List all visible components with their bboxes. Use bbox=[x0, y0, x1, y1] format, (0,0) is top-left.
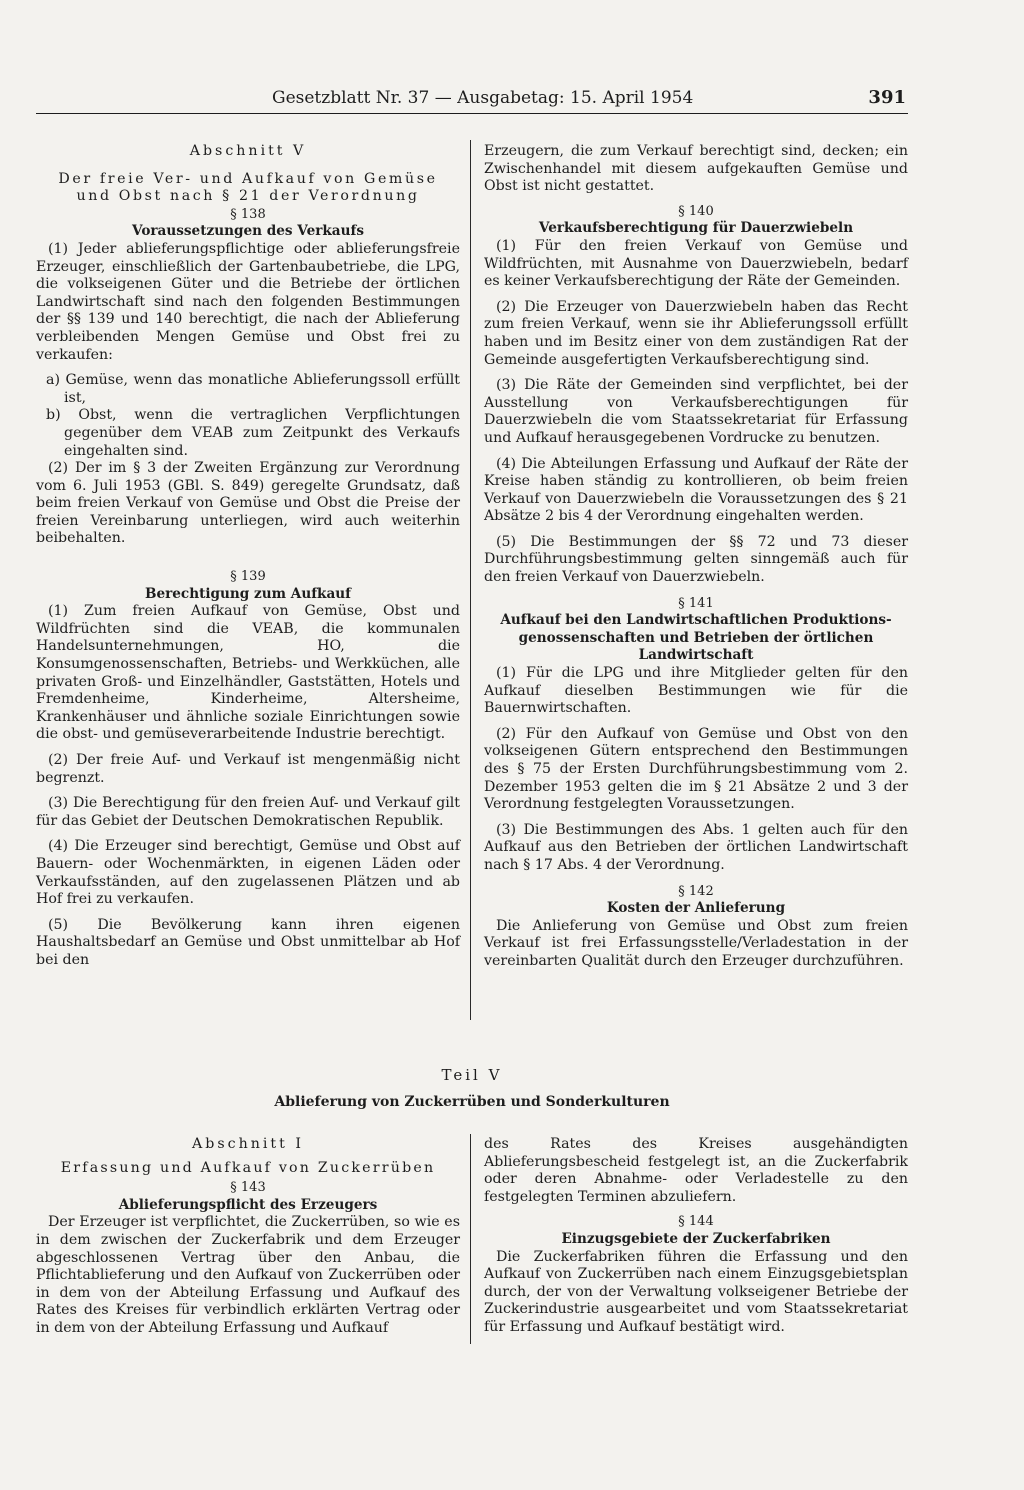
section-140-paragraph-4: (4) Die Abteilungen Erfassung und Aufkauf der Räte der Kreise haben ständig zu kontrollieren, ob beim freien Verkauf von Dauerzwiebeln die Voraussetzungen des § 21 Absätze 2 bis 4 der Verordnung eingehalten werden. bbox=[484, 455, 908, 525]
column-divider-bottom bbox=[470, 1134, 471, 1344]
abschnitt-i-heading: Abschnitt I bbox=[192, 1136, 304, 1152]
section-140-paragraph-2: (2) Die Erzeuger von Dauerzwiebeln haben das Recht zum freien Verkauf, wenn sie ihr Ablieferungssoll erfüllt haben und im Besitz einer von dem zuständigen Rat der Gemeinde ausgefertigten Verkaufsberechtigung sind. bbox=[484, 298, 908, 368]
section-139-title: Berechtigung zum Aufkauf bbox=[144, 585, 352, 602]
section-141-paragraph-1: (1) Für die LPG und ihre Mitglieder gelten für den Aufkauf dieselben Bestimmungen wie für die Bauernwirtschaften. bbox=[484, 665, 908, 717]
section-142-number: § 142 bbox=[678, 883, 714, 899]
section-143-paragraph-1: Der Erzeuger ist verpflichtet, die Zuckerrüben, so wie es in dem zwischen der Zuckerfabrik und dem Erzeuger abgeschlossenen Vertrag über den Anbau, die Pflichtablieferung und den Aufkauf von Zuckerrüben oder in dem von der Abteilung Erfassung und Aufkauf des Rates des Kreises für verbindlich erklärten Vertrag oder in dem von der Abteilung Erfassung und Aufkauf bbox=[36, 1214, 460, 1336]
section-141-title-line-3: Landwirtschaft bbox=[638, 647, 754, 664]
continuation-paragraph: Erzeugern, die zum Verkauf berechtigt sind, decken; ein Zwischenhandel mit diesem aufgekauften Gemüse und Obst ist nicht gestattet. bbox=[484, 143, 908, 195]
abschnitt-heading: Abschnitt V bbox=[189, 143, 307, 159]
section-142-paragraph-1: Die Anlieferung von Gemüse und Obst zum freien Verkauf ist frei Erfassungsstelle/Verladestation in der vereinbarten Qualität durch den Erzeuger durchzuführen. bbox=[484, 917, 908, 969]
section-140-paragraph-5: (5) Die Bestimmungen der §§ 72 und 73 dieser Durchführungsbestimmung gelten sinngemäß auch für den freien Verkauf von Dauerzwiebeln. bbox=[484, 533, 908, 586]
section-138-item-a: a) Gemüse, wenn das monatliche Ablieferungssoll erfüllt ist, bbox=[46, 372, 460, 406]
section-139-paragraph-5: (5) Die Bevölkerung kann ihren eigenen Haushaltsbedarf an Gemüse und Obst unmittelbar ab Hof bei den bbox=[36, 916, 460, 968]
left-column-bottom bbox=[36, 1136, 460, 1346]
teil-title: Ablieferung von Zuckerrüben und Sonderkulturen bbox=[274, 1094, 670, 1110]
left-column-top bbox=[36, 143, 460, 978]
section-138-paragraph-2: (2) Der im § 3 der Zweiten Ergänzung zur Verordnung vom 6. Juli 1953 (GBl. S. 849) geregelte Grundsatz, daß beim freien Verkauf von Gemüse und Obst die Preise der freien Vereinbarung unterliegen, wird auch weiterhin beibehalten. bbox=[36, 460, 460, 547]
section-143-number: § 143 bbox=[230, 1180, 266, 1196]
right-column-top bbox=[484, 143, 908, 979]
abschnitt-title-line-1: Der freie Ver- und Aufkauf von Gemüse bbox=[58, 170, 438, 187]
section-144-title: Einzugsgebiete der Zuckerfabriken bbox=[561, 1230, 831, 1247]
abschnitt-title-line-2: und Obst nach § 21 der Verordnung bbox=[76, 188, 420, 205]
section-138-paragraph-1: (1) Jeder ablieferungspflichtige oder ablieferungsfreie Erzeuger, einschließlich der Gartenbaubetriebe, die LPG, die volkseigenen Güter und die Betriebe der örtlichen Landwirtschaft sind nach den folgenden Bestimmungen der §§ 139 und 140 berechtigt, die nach der Ablieferung verbleibenden Mengen Gemüse und Obst frei zu verkaufen: bbox=[36, 240, 460, 363]
section-139-paragraph-2: (2) Der freie Auf- und Verkauf ist mengenmäßig nicht begrenzt. bbox=[36, 752, 460, 786]
abschnitt-i-title: Erfassung und Aufkauf von Zuckerrüben bbox=[60, 1159, 436, 1176]
section-144-paragraph-1: Die Zuckerfabriken führen die Erfassung und den Aufkauf von Zuckerrüben nach einem Einzugsgebietsplan durch, der von der Verwaltung volkseigener Betriebe der Zuckerindustrie ausgearbeitet und vom Staatssekretariat für Erfassung und Aufkauf bestätigt wird. bbox=[484, 1248, 908, 1335]
section-142-title: Kosten der Anlieferung bbox=[606, 900, 786, 917]
section-139-number: § 139 bbox=[230, 569, 266, 585]
section-141-title-line-2: genossenschaften und Betrieben der örtlichen bbox=[518, 629, 874, 646]
section-140-paragraph-1: (1) Für den freien Verkauf von Gemüse und Wildfrüchten, mit Ausnahme von Dauerzwiebeln, bedarf es keiner Verkaufsberechtigung der Räte der Gemeinden. bbox=[484, 237, 908, 290]
section-140-number: § 140 bbox=[678, 203, 714, 219]
section-143-title: Ablieferungspflicht des Erzeugers bbox=[118, 1196, 378, 1213]
section-139-paragraph-3: (3) Die Berechtigung für den freien Auf- und Verkauf gilt für das Gebiet der Deutschen Demokratischen Republik. bbox=[36, 795, 460, 829]
section-144-number: § 144 bbox=[678, 1214, 714, 1230]
section-141-title-line-1: Aufkauf bei den Landwirtschaftlichen Produktions- bbox=[500, 612, 892, 629]
section-138-number: § 138 bbox=[230, 206, 266, 222]
section-139-paragraph-4: (4) Die Erzeuger sind berechtigt, Gemüse und Obst auf Bauern- oder Wochenmärkten, in eigenen Läden oder Verkaufsständen, auf den zugelassenen Plätzen und ab Hof frei zu verkaufen. bbox=[36, 838, 460, 908]
header-title: Gesetzblatt Nr. 37 — Ausgabetag: 15. April 1954 bbox=[272, 88, 694, 108]
section-138-title: Voraussetzungen des Verkaufs bbox=[132, 223, 364, 240]
section-138-item-b: b) Obst, wenn die vertraglichen Verpflichtungen gegenüber dem VEAB zum Zeitpunkt des Verkaufs eingehalten sind. bbox=[46, 407, 460, 459]
right-column-bottom bbox=[484, 1136, 908, 1345]
teil-label: Teil V bbox=[441, 1066, 503, 1084]
section-141-paragraph-2: (2) Für den Aufkauf von Gemüse und Obst von den volkseigenen Gütern entsprechend den Bestimmungen des § 75 der Ersten Durchführungsbestimmung vom 2. Dezember 1953 gelten die im § 21 Absätze 2 und 3 der Verordnung festgelegten Voraussetzungen. bbox=[484, 725, 908, 813]
page-number: 391 bbox=[868, 87, 906, 108]
section-140-title: Verkaufsberechtigung für Dauerzwiebeln bbox=[538, 220, 854, 237]
section-141-paragraph-3: (3) Die Bestimmungen des Abs. 1 gelten auch für den Aufkauf aus den Betrieben der örtlichen Landwirtschaft nach § 17 Abs. 4 der Verordnung. bbox=[484, 821, 908, 873]
section-141-number: § 141 bbox=[678, 595, 714, 611]
column-divider-top bbox=[470, 140, 471, 1020]
section-140-paragraph-3: (3) Die Räte der Gemeinden sind verpflichtet, bei der Ausstellung von Verkaufsberechtigungen für Dauerzwiebeln die vom Staatssekretariat für Erfassung und Aufkauf herausgegebenen Vordrucke zu benutzen. bbox=[484, 377, 908, 446]
continuation-paragraph-bottom: des Rates des Kreises ausgehändigten Ablieferungsbescheid festgelegt ist, an die Zuckerfabrik oder deren Abnahme- oder Verladestelle zu den festgelegten Terminen abzuliefern. bbox=[484, 1136, 908, 1205]
section-139-paragraph-1: (1) Zum freien Aufkauf von Gemüse, Obst und Wildfrüchten sind die VEAB, die kommunalen Handelsunternehmungen, HO, die Konsumgenossenschaften, Betriebs- und Werkküchen, alle privaten Groß- und Einzelhändler, Gaststätten, Hotels und Fremdenheime, Kinderheime, Altersheime, Krankenhäuser und ähnliche soziale Einrichtungen sowie die obst- und gemüseverarbeitende Industrie berechtigt. bbox=[36, 603, 460, 743]
page-header bbox=[36, 88, 908, 114]
